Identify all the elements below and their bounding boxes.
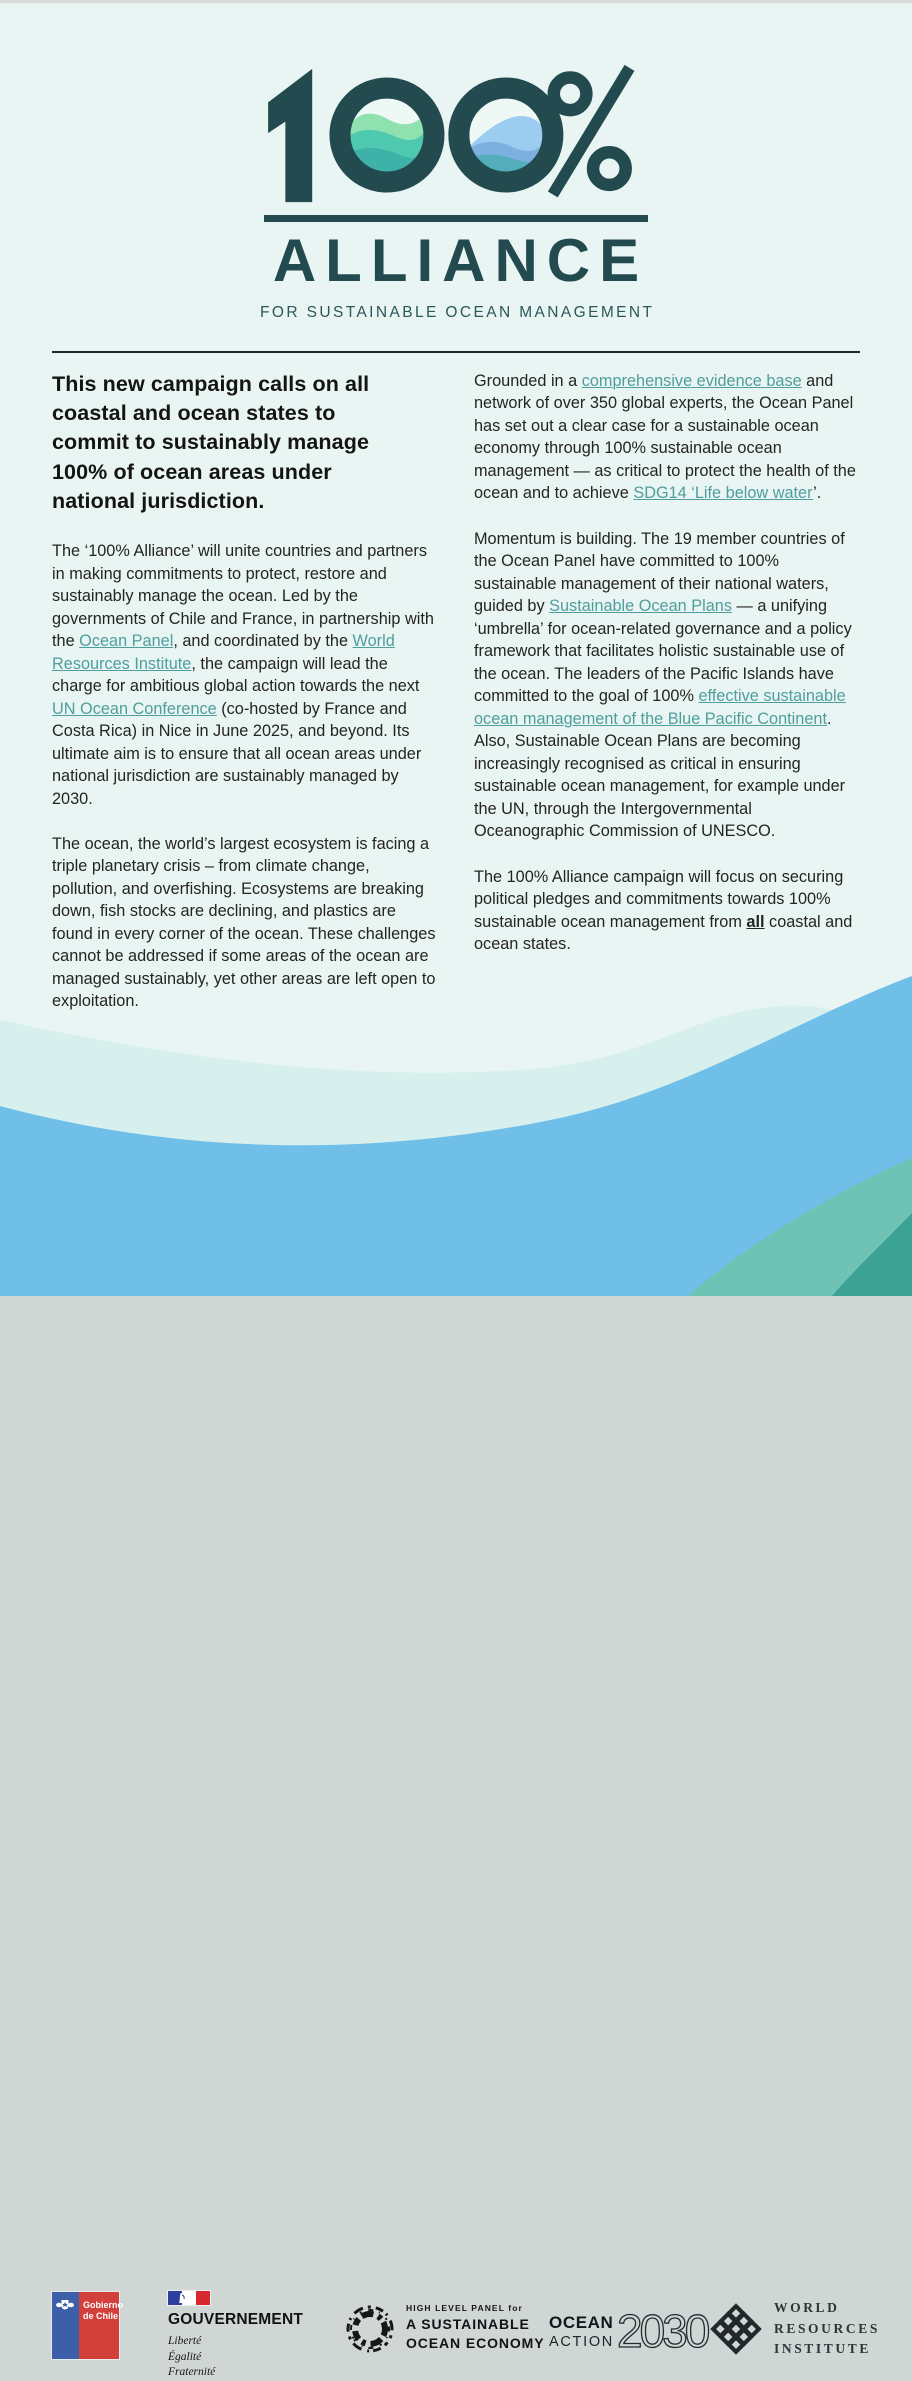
inline-link[interactable]: comprehensive evidence base [581, 372, 802, 390]
motto-liberte: Liberté [168, 2335, 202, 2347]
body-paragraph: The 100% Alliance campaign will focus on securing political pledges and commitments towards 100% sustainable ocean management from all coastal and ocean states. [474, 867, 853, 954]
brand-title: ALLIANCE [272, 227, 649, 294]
hlp-line3: OCEAN ECONOMY [406, 2335, 545, 2351]
motto-fraternite: Fraternité [168, 2366, 216, 2379]
wri-line1: WORLD [774, 2299, 840, 2315]
france-flag-icon [168, 2291, 210, 2305]
window-edge [0, 0, 912, 3]
content-divider [52, 351, 860, 353]
hlp-line2: A SUSTAINABLE [406, 2316, 530, 2332]
emphasized-text: all [746, 912, 765, 931]
chile-flag-red [79, 2292, 123, 2359]
inline-link[interactable]: Ocean Panel [79, 632, 174, 651]
ocean-action-year: 2030 [616, 2305, 708, 2357]
marianne-profile-icon [176, 2292, 190, 2304]
inline-link[interactable]: effective sustainable ocean management of the Blue Pacific Continent [474, 687, 846, 728]
wri-line3: INSTITUTE [774, 2341, 871, 2357]
ocean-action-word1: OCEAN [549, 2313, 614, 2332]
chile-coat-of-arms-icon [55, 2297, 75, 2314]
partner-logos-row [0, 1140, 912, 2379]
ocean-action-word2: ACTION [549, 2334, 614, 2350]
chile-flag-blue [52, 2292, 79, 2359]
gouvernement-france-logo [168, 2291, 303, 2381]
alliance-100-percent-logo [264, 66, 648, 205]
brand-divider [264, 215, 648, 222]
brand-tagline: FOR SUSTAINABLE OCEAN MANAGEMENT [260, 304, 655, 321]
wri-line2: RESOURCES [774, 2320, 880, 2336]
high-level-panel-logo [344, 2298, 545, 2360]
hlp-kicker: HIGH LEVEL PANEL for [406, 2303, 523, 2313]
body-paragraph: The ‘100% Alliance’ will unite countries and partners in making commitments to protect, restore and sustainably manage the ocean. Led by the governments of Chile and France, in partnership with the Ocean Panel, and coordinated by the World Resources Institute, the campaign will lead the charge for ambitious global action towards the next UN Ocean Conference (co-hosted by France and Costa Rica) in Nice in June 2025, and beyond. Its ultimate aim is to ensure that all ocean areas under national jurisdiction are sustainably managed by 2030. [52, 542, 434, 808]
left-column [52, 370, 438, 1036]
inline-link[interactable]: SDG14 ‘Life below water [633, 484, 814, 503]
motto-egalite: Égalité [168, 2350, 202, 2363]
wri-weave-icon [712, 2296, 760, 2362]
gobierno-de-chile-logo [52, 2292, 123, 2359]
gouvernement-wordmark: GOUVERNEMENT [168, 2311, 304, 2328]
inline-link[interactable]: UN Ocean Conference [52, 699, 217, 718]
intro-heading: This new campaign calls on all coastal and ocean states to commit to sustainably manage 100% of ocean areas under national jurisdiction. [52, 372, 370, 513]
alliance-brand-header [0, 66, 912, 322]
chile-label-line1: Gobierno [83, 2300, 123, 2310]
inline-link[interactable]: World Resources Institute [52, 632, 395, 673]
ocean-action-2030-logo [549, 2305, 708, 2357]
body-paragraph: The ocean, the world’s largest ecosystem is facing a triple planetary crisis – from climate change, pollution, and overfishing. Ecosystems are breaking down, fish stocks are declining, and plastics are found in every corner of the ocean. These challenges cannot be addressed if some areas of the ocean are managed sustainably, yet other areas are left open to exploitation. [52, 834, 436, 1011]
body-paragraph: Grounded in a comprehensive evidence base and network of over 350 global experts, the Ocean Panel has set out a clear case for a sustainable ocean economy through 100% sustainable ocean management — as critical to protect the health of the ocean and to achieve SDG14 ‘Life below water’. [474, 372, 856, 503]
body-columns [52, 370, 860, 1036]
right-column [474, 370, 860, 1036]
world-resources-institute-logo [712, 2296, 880, 2362]
hlp-ring-icon [344, 2298, 396, 2360]
chile-label-line2: de Chile [83, 2310, 119, 2321]
inline-link[interactable]: Sustainable Ocean Plans [549, 597, 732, 616]
body-paragraph: Momentum is building. The 19 member countries of the Ocean Panel have committed to 100% sustainable management of their national waters, guided by Sustainable Ocean Plans — a unifying ‘umbrella’ for ocean-related governance and a policy framework that facilitates holistic sustainable use of the ocean. The leaders of the Pacific Islands have committed to the goal of 100% effective sustainable ocean management of the Blue Pacific Continent. Also, Sustainable Ocean Plans are becoming increasingly recognised as critical in ensuring sustainable ocean management, for example under the UN, through the Intergovernmental Oceanographic Commission of UNESCO. [474, 529, 852, 841]
